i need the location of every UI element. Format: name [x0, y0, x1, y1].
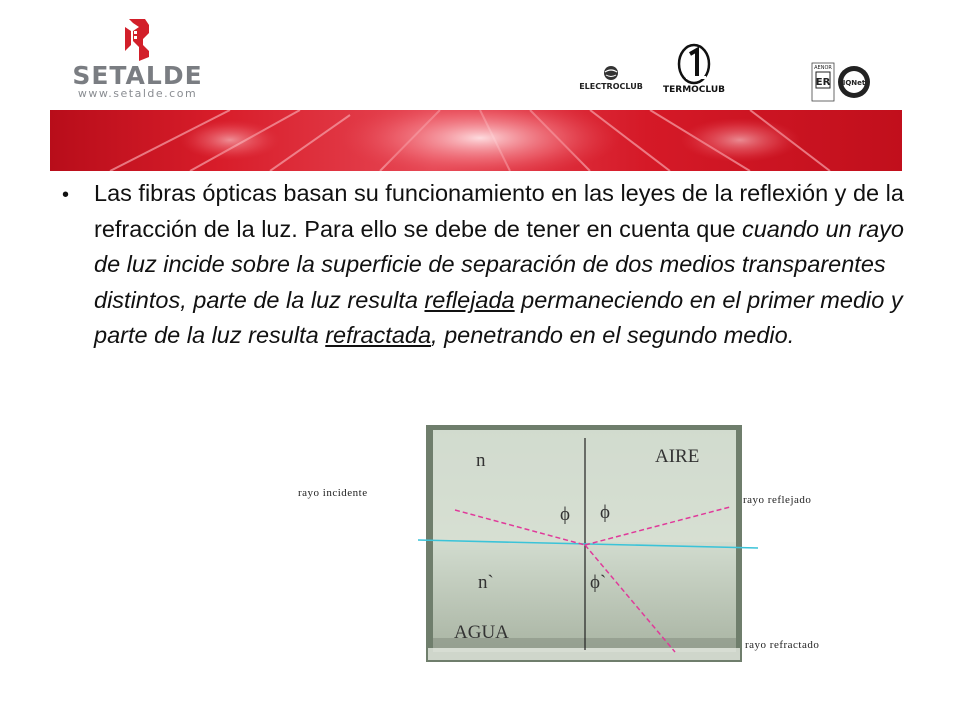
- label-n-prime: n`: [478, 572, 494, 593]
- termoclub-wordmark: TERMOCLUB: [662, 85, 725, 95]
- bullet-point: •: [62, 184, 70, 206]
- label-rayo-reflejado: rayo reflejado: [743, 494, 812, 506]
- refraction-diagram: [290, 420, 850, 665]
- aenor-label: AENOR: [814, 65, 832, 71]
- setalde-url: www.setalde.com: [77, 87, 198, 100]
- certification-badges: [810, 62, 872, 102]
- label-rayo-incidente: rayo incidente: [298, 487, 368, 499]
- refractada-term: refractada: [325, 322, 432, 349]
- label-phi-incident: ϕ: [560, 504, 571, 525]
- label-phi-reflected: ϕ: [600, 502, 611, 523]
- setalde-logo: [55, 15, 220, 105]
- setalde-wordmark: SETALDE: [72, 61, 203, 90]
- iqnet-label: IQNet: [842, 79, 866, 87]
- header-banner: [50, 110, 902, 171]
- termoclub-emblem-icon: [660, 42, 728, 86]
- termoclub-logo: [660, 42, 728, 100]
- paragraph-italic-part: cuando un rayo de luz incide sobre la superficie de separación de dos medios transparentes distintos, parte de la luz resulta reflejada permaneciendo en el primer medio y parte de la luz resulta refractada, penetrando en el segundo medio.: [94, 215, 904, 349]
- electroclub-wordmark: ELECTROCLUB: [579, 82, 643, 91]
- label-aire: AIRE: [655, 446, 700, 467]
- label-phi-refracted: ϕ`: [590, 572, 607, 593]
- label-rayo-refractado: rayo refractado: [745, 639, 820, 651]
- main-paragraph: [94, 176, 906, 354]
- fiber-optic-banner-image: [50, 110, 902, 171]
- electroclub-globe-icon: [574, 64, 648, 82]
- setalde-emblem-icon: [55, 15, 220, 61]
- label-agua: AGUA: [454, 622, 509, 643]
- reflejada-term: reflejada: [424, 286, 515, 313]
- er-label: ER: [815, 77, 831, 88]
- electroclub-logo: [574, 64, 648, 98]
- label-n: n: [476, 450, 486, 471]
- paragraph-intro: Las fibras ópticas basan su funcionamiento en las leyes de la reflexión y de la refracción de la luz. Para ello se debe de tener en cuenta que: [94, 180, 904, 242]
